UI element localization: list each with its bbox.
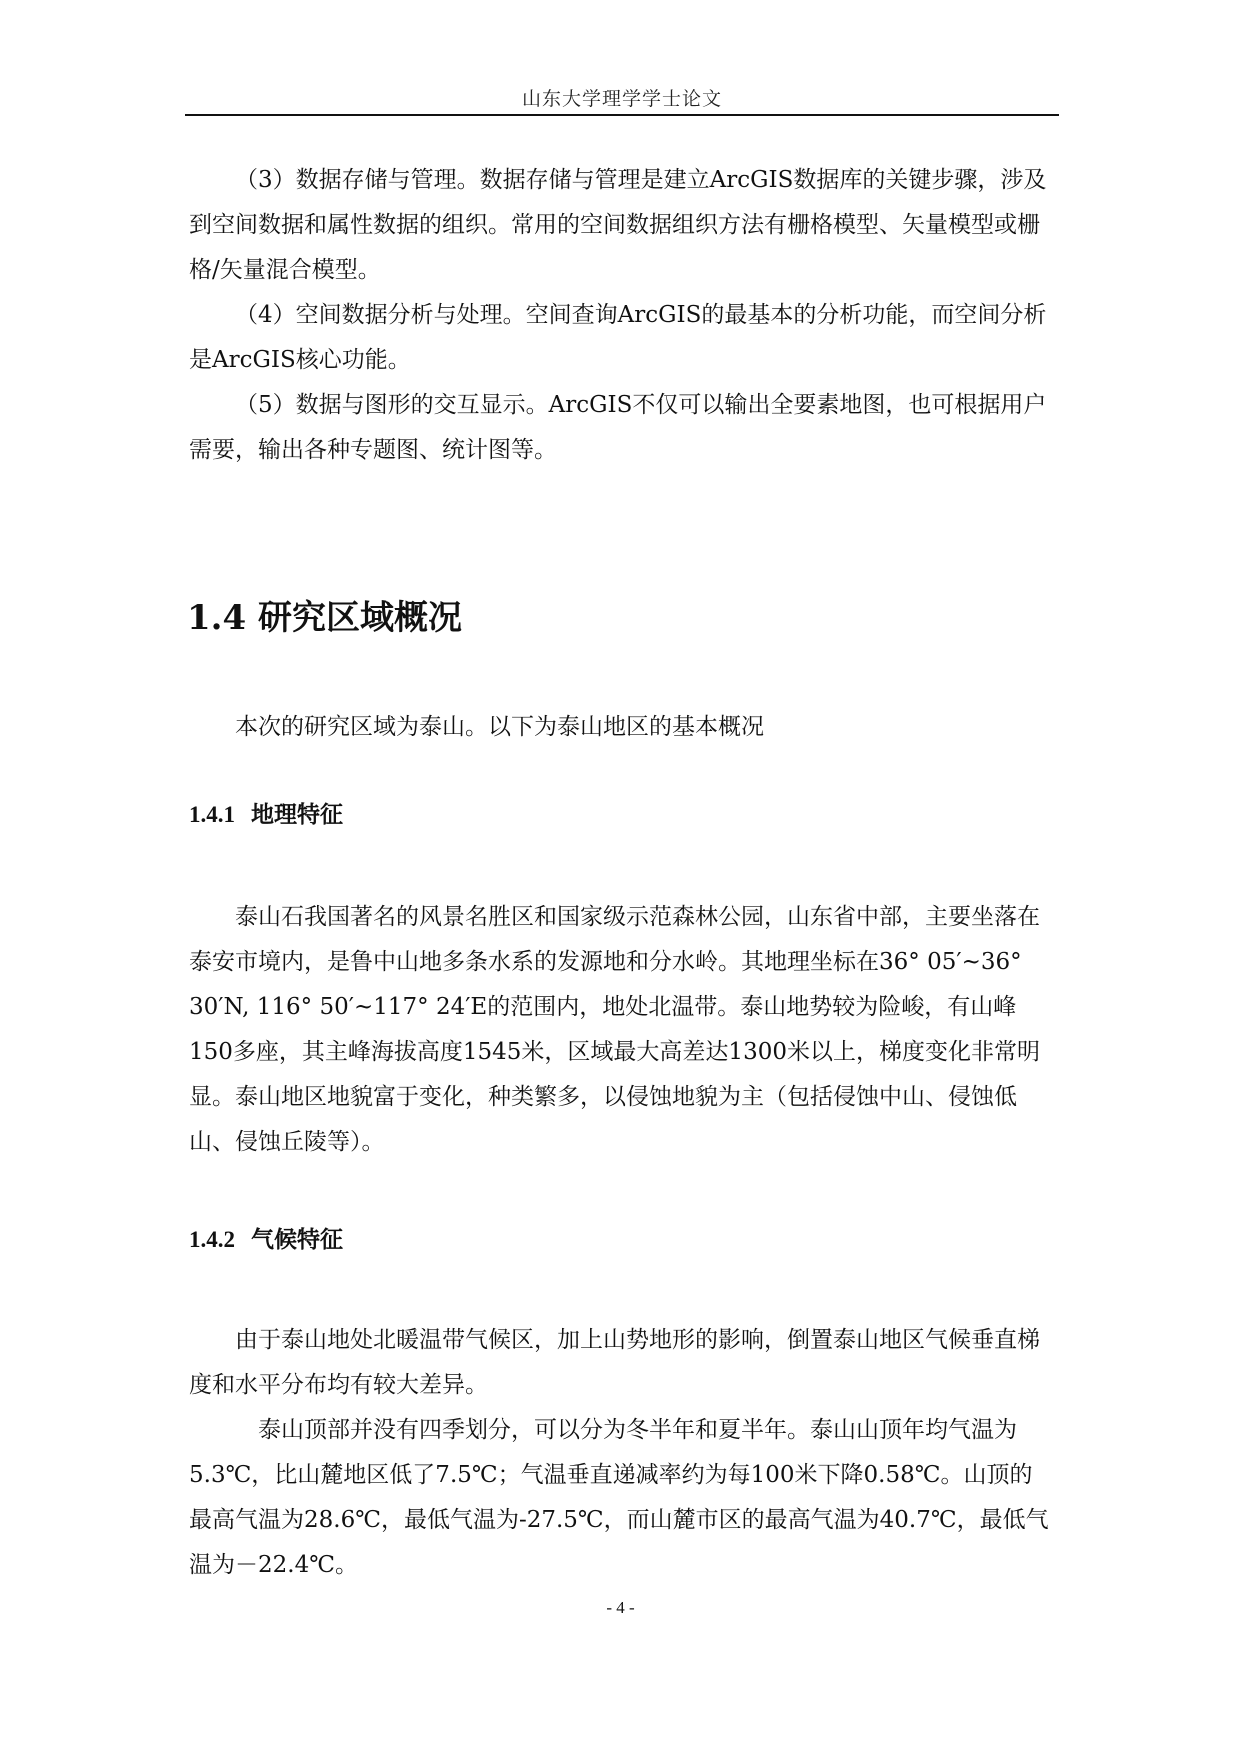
paragraph-climate-2: 泰山顶部并没有四季划分，可以分为冬半年和夏半年。泰山山顶年均气温为5.3℃，比山麓地区低了7.5℃；气温垂直递减率约为每100米下降0.58℃。山顶的最高气温为28.6℃，最低气温为-27.5℃，而山麓市区的最高气温为40.7℃，最低气温为－22.4℃。 [189,1417,1049,1578]
subsection-number: 1.4.2 [189,1227,235,1252]
subsection-title: 气候特征 [251,1226,343,1253]
subsection-title: 地理特征 [251,801,343,828]
paragraph-geography: 泰山石我国著名的风景名胜区和国家级示范森林公园，山东省中部，主要坐落在泰安市境内，是鲁中山地多条水系的发源地和分水岭。其地理坐标在36° 05′~36° 30′N, 116° 50′~117° 24′E的范围内，地处北温带。泰山地势较为险峻，有山峰150多座，其主峰海拔高度1545米，区域最大高差达1300米以上，梯度变化非常明显。泰山地区地貌富于变化，种类繁多，以侵蚀地貌为主（包括侵蚀中山、侵蚀低山、侵蚀丘陵等）。 [189,904,1040,1155]
subsection-heading-geography [189,800,343,830]
page-number: - 4 - [606,1598,635,1617]
subsection-number: 1.4.1 [189,802,235,827]
section-heading: 1.4 研究区域概况 [187,598,462,638]
paragraph-data-storage: （3）数据存储与管理。数据存储与管理是建立ArcGIS数据库的关键步骤，涉及到空间数据和属性数据的组织。常用的空间数据组织方法有栅格模型、矢量模型或栅格/矢量混合模型。 [189,167,1047,283]
paragraph-climate-1: 由于泰山地处北暖温带气候区，加上山势地形的影响，倒置泰山地区气候垂直梯度和水平分布均有较大差异。 [189,1327,1040,1398]
section-intro: 本次的研究区域为泰山。以下为泰山地区的基本概况 [235,714,764,740]
subsection-heading-climate [189,1225,343,1255]
header-divider [185,114,1059,116]
paragraph-data-display: （5）数据与图形的交互显示。ArcGIS不仅可以输出全要素地图，也可根据用户需要，输出各种专题图、统计图等。 [189,392,1047,463]
page-header-title: 山东大学理学学士论文 [521,88,722,110]
paragraph-spatial-analysis: （4）空间数据分析与处理。空间查询ArcGIS的最基本的分析功能，而空间分析是ArcGIS核心功能。 [189,302,1047,373]
